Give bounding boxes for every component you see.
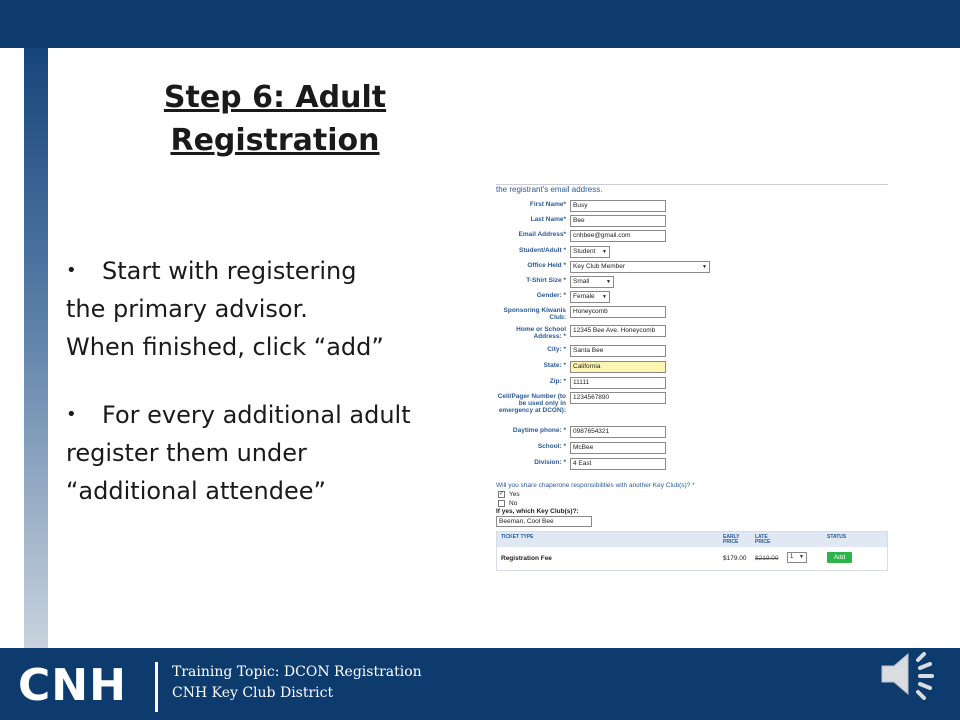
field-label: Student/Adult *: [519, 247, 566, 254]
field-address: [492, 325, 888, 345]
ticket-name: Registration Fee: [501, 555, 552, 562]
which-club-input[interactable]: Beeman, Cool Bee: [496, 516, 592, 527]
footer: [0, 648, 960, 720]
bullet-additional-adult: [66, 396, 466, 510]
quantity-select[interactable]: 1 ▼: [787, 552, 807, 563]
field-label: Last Name*: [530, 216, 566, 223]
field-office-held: [492, 261, 888, 275]
field-gender: [492, 291, 888, 305]
field-last-name: [492, 215, 888, 229]
add-button[interactable]: Add: [827, 552, 852, 563]
left-margin: [0, 48, 24, 648]
field-kiwanis-club: [492, 306, 888, 326]
field-label: State: *: [543, 362, 566, 369]
col-late-price: LATE PRICE: [755, 534, 771, 545]
col-status: STATUS: [827, 534, 847, 540]
field-zip: [492, 377, 888, 391]
bullet-line: When finished, click “add”: [66, 333, 384, 361]
field-label: Email Address*: [518, 231, 566, 238]
field-label: Zip: *: [549, 378, 566, 385]
last-name-input[interactable]: Bee: [570, 215, 666, 227]
late-price: $219.00: [755, 555, 779, 562]
field-daytime-phone: [492, 426, 888, 440]
field-label: School: *: [537, 443, 566, 450]
state-input[interactable]: California: [570, 361, 666, 373]
field-city: [492, 345, 888, 359]
yes-checkbox[interactable]: ✓: [499, 491, 505, 497]
field-label: Sponsoring Kiwanis Club:: [503, 307, 566, 321]
slide-title: Step 6: Adult Registration: [163, 80, 387, 158]
city-input[interactable]: Santa Bee: [570, 345, 666, 357]
cell-number-input[interactable]: 1234567890: [570, 392, 666, 404]
division-input[interactable]: 4 East: [570, 458, 666, 470]
footer-district: CNH Key Club District: [172, 685, 334, 701]
no-checkbox[interactable]: [498, 500, 505, 507]
tshirt-size-select[interactable]: Small ▼: [570, 276, 614, 288]
logo-divider: [155, 662, 158, 712]
address-input[interactable]: 12345 Bee Ave. Honeycomb: [570, 325, 666, 337]
field-first-name: [492, 200, 888, 214]
field-label: Gender: *: [536, 292, 566, 299]
ticket-table-header: [497, 532, 887, 547]
student-adult-select[interactable]: Student ▼: [570, 246, 610, 258]
field-label: City: *: [547, 346, 566, 353]
field-label: Division: *: [534, 459, 566, 466]
yes-label: Yes: [509, 491, 520, 498]
field-student-adult: [492, 246, 888, 260]
field-email: [492, 230, 888, 244]
field-label: First Name*: [529, 201, 566, 208]
left-accent-bar: [24, 48, 48, 648]
zip-input[interactable]: 11111: [570, 377, 666, 389]
field-label: T-Shirt Size *: [526, 277, 566, 284]
daytime-phone-input[interactable]: 0987654321: [570, 426, 666, 438]
bullet-line: the primary advisor.: [66, 295, 308, 323]
which-club-label: If yes, which Key Club(s)?:: [496, 508, 579, 515]
no-label: No: [509, 500, 518, 507]
bullet-line: • Start with registering: [66, 252, 466, 290]
form-intro-text: the registrant's email address.: [496, 185, 603, 194]
field-school: [492, 442, 888, 456]
gender-select[interactable]: Female ▼: [570, 291, 610, 303]
field-division: [492, 458, 888, 472]
bullet-line: “additional attendee”: [66, 477, 326, 505]
col-early-price: EARLY PRICE: [723, 534, 740, 545]
school-input[interactable]: McBee: [570, 442, 666, 454]
table-row: [497, 547, 887, 571]
speaker-icon[interactable]: [878, 644, 942, 704]
top-banner: [0, 0, 960, 48]
first-name-input[interactable]: Busy: [570, 200, 666, 212]
kiwanis-club-input[interactable]: Honeycomb: [570, 306, 666, 318]
field-label: Daytime phone: *: [512, 427, 566, 434]
bullet-line: register them under: [66, 439, 307, 467]
ticket-table: [496, 531, 888, 571]
field-label: Office Held *: [527, 262, 566, 269]
field-label: Cell/Pager Number (to be used only in emergency at DCON):: [497, 393, 566, 414]
chaperone-question: Will you share chaperone responsibilities with another Key Club(s)? *: [496, 482, 695, 489]
field-cell-number: [492, 392, 888, 422]
bullet-primary-advisor: [66, 252, 466, 366]
field-state: [492, 361, 888, 375]
registration-form-screenshot: [492, 180, 888, 572]
field-tshirt-size: [492, 276, 888, 290]
footer-topic: Training Topic: DCON Registration: [172, 664, 422, 680]
early-price: $179.00: [723, 555, 747, 562]
cnh-logo: CNH: [18, 660, 127, 711]
email-input[interactable]: cnhbee@gmail.com: [570, 230, 666, 242]
bullet-line: • For every additional adult: [66, 396, 466, 434]
field-label: Home or School Address: *: [516, 326, 566, 340]
office-held-select[interactable]: Key Club Member ▼: [570, 261, 710, 273]
col-ticket-type: TICKET TYPE: [501, 534, 534, 540]
